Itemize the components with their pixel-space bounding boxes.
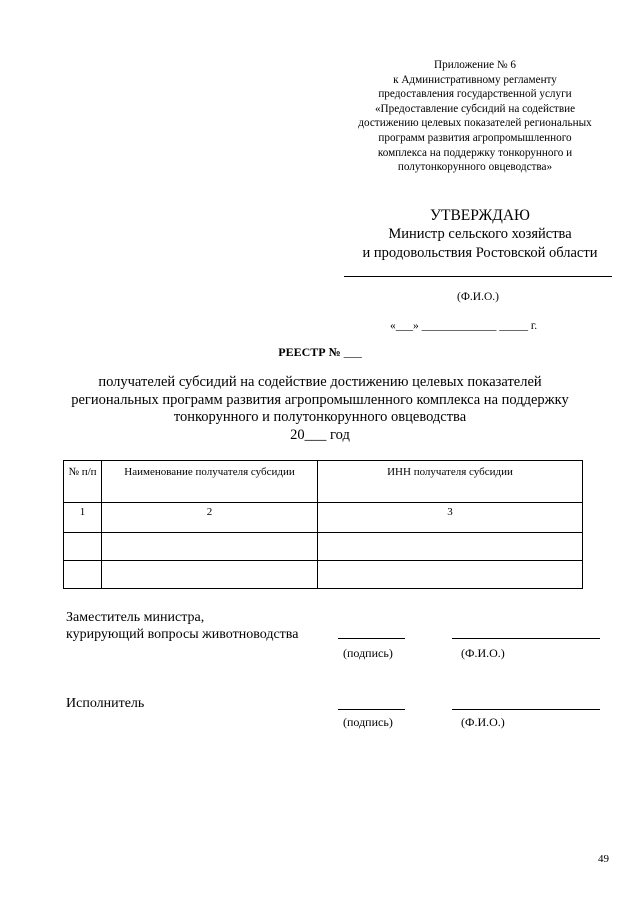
deputy-fio-caption: (Ф.И.О.) [461,646,505,660]
column-header-inn: ИНН получателя субсидии [318,461,583,503]
appendix-header [335,58,615,175]
approval-position-line: Министр сельского хозяйства [388,226,572,242]
table-cell [64,561,102,589]
deputy-fio-blank [452,638,600,639]
appendix-line: достижению целевых показателей региональных [358,117,592,130]
deputy-position-line: курирующий вопросы животноводства [66,627,299,642]
appendix-line: полутонкорунного овцеводства» [397,161,553,174]
table-header-row [64,461,583,503]
table-cell [318,533,583,561]
table-cell: 2 [102,503,318,533]
approval-position-line: и продовольствия Ростовской области [362,245,598,261]
table-cell: 3 [318,503,583,533]
appendix-line: Приложение № 6 [434,59,516,71]
registry-subtitle [40,374,600,444]
appendix-line: к Административному регламенту [393,73,557,86]
table-row [64,561,583,589]
table-row [64,533,583,561]
approval-heading: УТВЕРЖДАЮ [430,207,530,224]
executor-label: Исполнитель [66,696,145,711]
appendix-line: предоставления государственной услуги [378,88,572,101]
registry-title-text: РЕЕСТР № [278,345,341,359]
appendix-line: комплекса на поддержку тонкорунного и [377,146,573,159]
subtitle-line: тонкорунного и полутонкорунного овцеводства [173,409,467,425]
table-cell [102,561,318,589]
column-header-recipient: Наименование получателя субсидии [102,461,318,503]
executor-sign-caption: (подпись) [343,715,393,729]
table-cell [318,561,583,589]
deputy-position-line: Заместитель министра, [66,610,205,625]
approval-date-line: «___» _____________ _____ г. [390,320,538,332]
registry-number: ___ [343,345,362,359]
table-cell: 1 [64,503,102,533]
approval-fio-caption: (Ф.И.О.) [457,291,499,303]
executor-fio-blank [452,709,600,710]
subtitle-line: получателей субсидий на содействие достижению целевых показателей [98,374,542,390]
deputy-signature-blank [338,638,405,639]
executor-signature-blank [338,709,405,710]
subtitle-line: региональных программ развития агропромышленного комплекса на поддержку [71,391,569,408]
registry-title [0,345,640,360]
approval-signature-line [344,276,612,277]
deputy-sign-caption: (подпись) [343,646,393,660]
deputy-signature-block [66,609,298,643]
approval-block [335,206,625,263]
column-header-number: № п/п [64,461,102,503]
page-number: 49 [598,853,609,865]
executor-fio-caption: (Ф.И.О.) [461,715,505,729]
appendix-line: программ развития агропромышленного [378,131,572,144]
table-cell [64,533,102,561]
table-cell [102,533,318,561]
subtitle-year: 20___ год [290,426,350,443]
registry-table [63,460,583,589]
table-row [64,503,583,533]
appendix-line: «Предоставление субсидий на содействие [374,102,576,115]
